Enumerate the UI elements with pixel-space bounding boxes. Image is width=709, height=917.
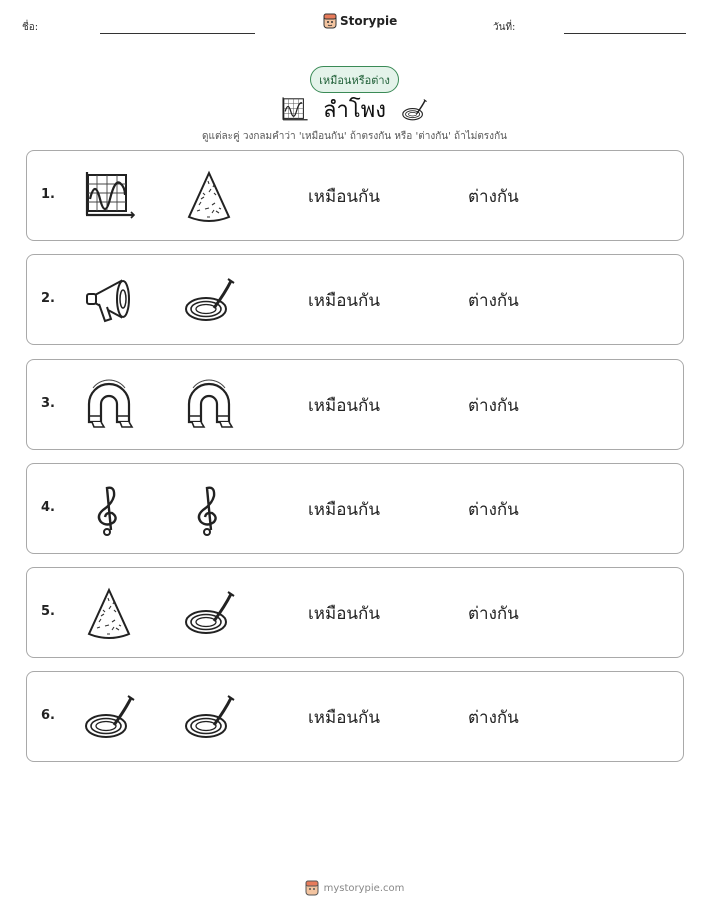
date-label: วันที่: (493, 22, 516, 33)
different-option[interactable]: ต่างกัน (468, 708, 519, 728)
instruction-text: ดูแต่ละคู่ วงกลมคำว่า 'เหมือนกัน' ถ้าตรงกัน หรือ 'ต่างกัน' ถ้าไม่ตรงกัน (202, 131, 507, 142)
rope-icon (400, 96, 428, 124)
date-line[interactable] (564, 33, 686, 34)
rope-icon (181, 690, 237, 746)
treble-clef-icon (81, 482, 137, 538)
magnet-icon (181, 378, 237, 434)
different-option[interactable]: ต่างกัน (468, 500, 519, 520)
rope-icon (181, 586, 237, 642)
graph-icon (281, 96, 309, 124)
different-option[interactable]: ต่างกัน (468, 396, 519, 416)
megaphone-icon (81, 273, 137, 329)
worksheet-title: ลำโพง (323, 98, 386, 123)
graph-icon (81, 169, 137, 225)
brand-name: Storypie (340, 14, 398, 28)
cone-icon (81, 586, 137, 642)
brand-logo (323, 13, 397, 29)
treble-clef-icon (181, 482, 237, 538)
title-row (0, 92, 709, 127)
cone-icon (181, 169, 237, 225)
name-label: ชื่อ: (22, 22, 39, 33)
rope-icon (81, 690, 137, 746)
mascot-icon (305, 880, 319, 896)
item-number: 4. (41, 500, 55, 515)
rope-icon (181, 273, 237, 329)
item-number: 3. (41, 396, 55, 411)
item-card-3 (26, 359, 684, 450)
worksheet-tag: เหมือนหรือต่าง (310, 66, 399, 93)
item-card-1 (26, 150, 684, 241)
different-option[interactable]: ต่างกัน (468, 291, 519, 311)
item-number: 5. (41, 604, 55, 619)
item-number: 2. (41, 291, 55, 306)
footer-site[interactable]: mystorypie.com (323, 882, 405, 894)
different-option[interactable]: ต่างกัน (468, 604, 519, 624)
mascot-icon (323, 13, 337, 29)
same-option[interactable]: เหมือนกัน (308, 604, 380, 624)
name-line[interactable] (100, 33, 255, 34)
different-option[interactable]: ต่างกัน (468, 187, 519, 207)
same-option[interactable]: เหมือนกัน (308, 708, 380, 728)
footer (0, 880, 709, 896)
same-option[interactable]: เหมือนกัน (308, 396, 380, 416)
item-number: 1. (41, 187, 55, 202)
item-card-5 (26, 567, 684, 658)
same-option[interactable]: เหมือนกัน (308, 500, 380, 520)
item-card-4 (26, 463, 684, 554)
magnet-icon (81, 378, 137, 434)
item-number: 6. (41, 708, 55, 723)
same-option[interactable]: เหมือนกัน (308, 187, 380, 207)
item-card-2 (26, 254, 684, 345)
same-option[interactable]: เหมือนกัน (308, 291, 380, 311)
item-card-6 (26, 671, 684, 762)
